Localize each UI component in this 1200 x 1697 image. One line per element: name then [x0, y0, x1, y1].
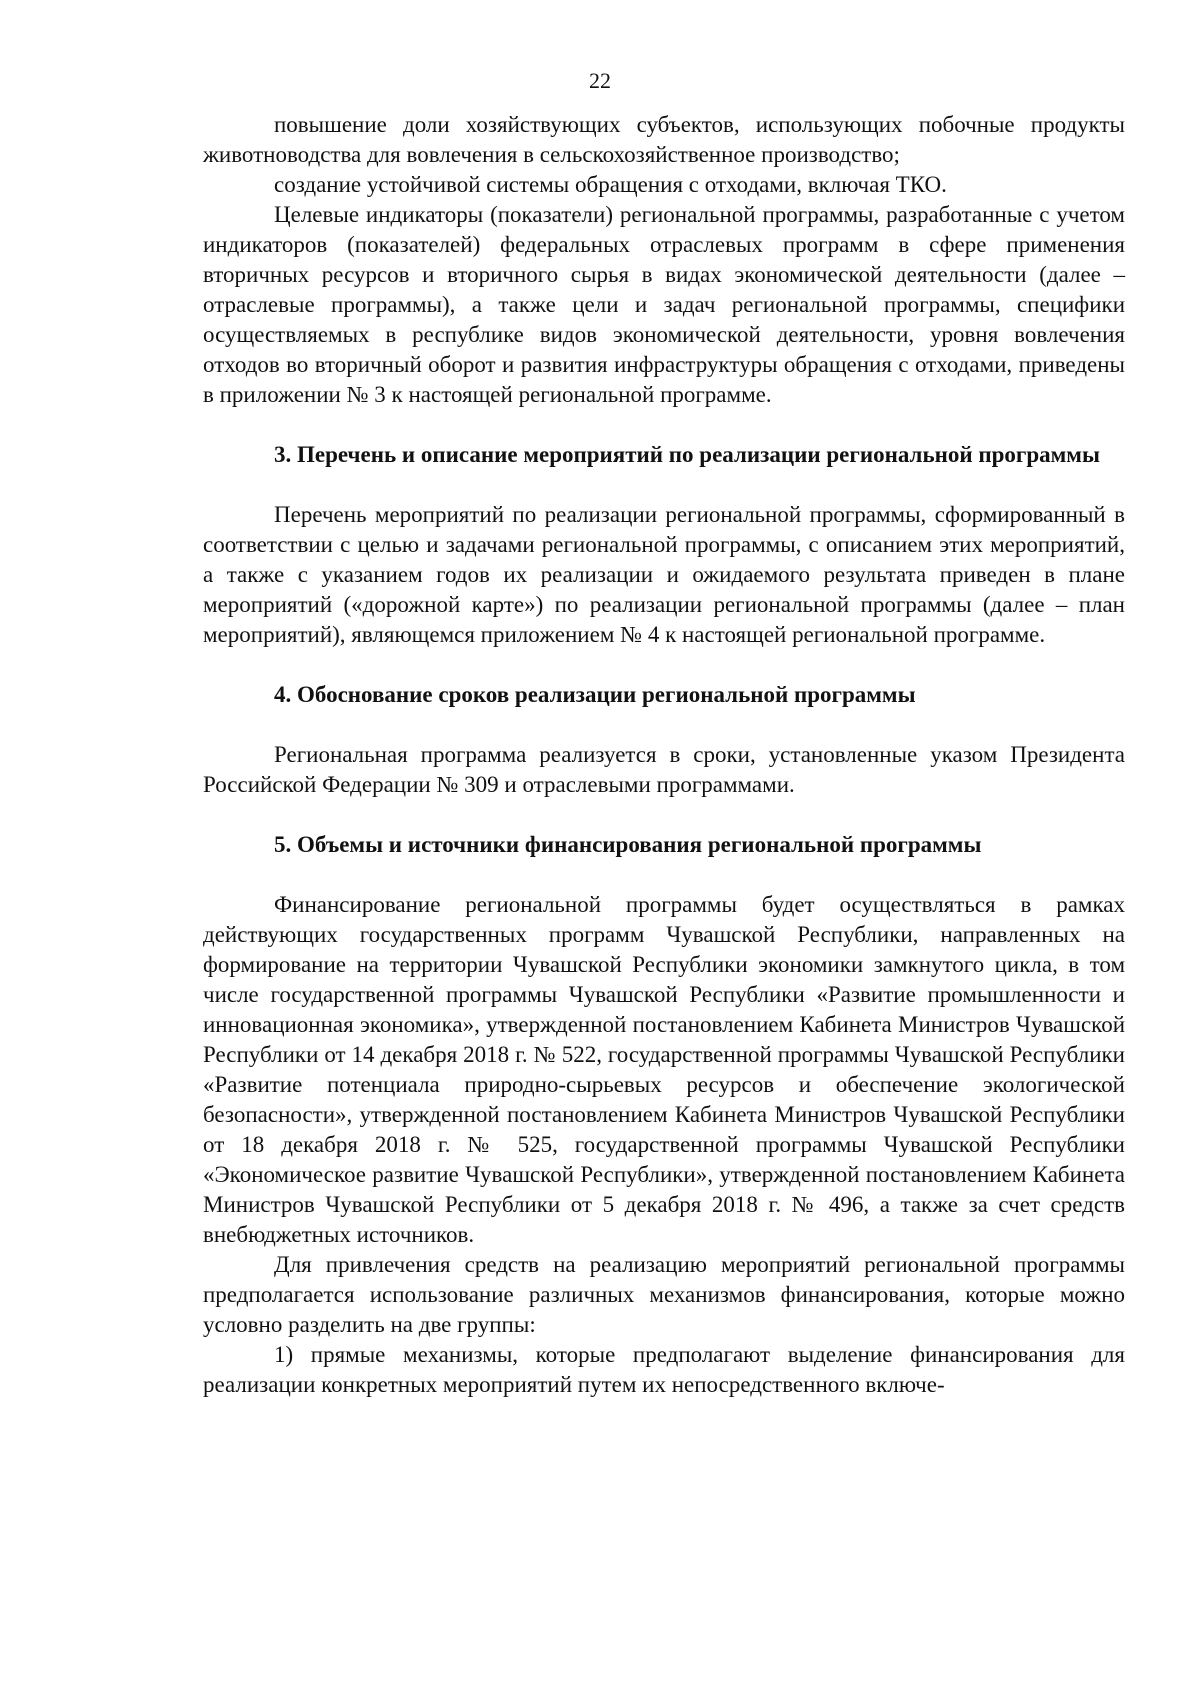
section-5-heading: 5. Объемы и источники финансирования региональной программы: [274, 832, 982, 857]
page-number: 22: [589, 68, 611, 93]
paragraph-byproducts: повышение доли хозяйствующих субъектов, использующих побочные продукты животноводства для вовлечения в сельскохозяйственное производство;: [203, 112, 1125, 167]
section-5-financing-paragraph: Финансирование региональной программы будет осуществляться в рамках действующих государственных программ Чувашской Республики, направленных на формирование на территории Чувашской Республики экономики замкнутого цикла, в том числе государственной программы Чувашской Республики «Развитие промышленности и инновационная экономика», утвержденной постановлением Кабинета Министров Чувашской Республики от 14 декабря 2018 г. № 522, государственной программы Чувашской Республики «Развитие потенциала природно-сырьевых ресурсов и обеспечение экологической безопасности», утвержденной постановлением Кабинета Министров Чувашской Республики от 18 декабря 2018 г. № 525, государственной программы Чувашской Республики «Экономическое развитие Чувашской Республики», утвержденной постановлением Кабинета Министров Чувашской Республики от 5 декабря 2018 г. № 496, а также за счет средств внебюджетных источников.: [203, 892, 1125, 1247]
section-4-heading: 4. Обоснование сроков реализации региональной программы: [274, 682, 916, 707]
document-body: [203, 110, 1125, 1400]
section-5-direct-mechanisms-paragraph: 1) прямые механизмы, которые предполагают выделение финансирования для реализации конкретных мероприятий путем их непосредственного включе-: [203, 1342, 1125, 1397]
section-3-heading: 3. Перечень и описание мероприятий по реализации региональной программы: [274, 442, 1100, 467]
section-4-paragraph: Региональная программа реализуется в сроки, установленные указом Президента Российской Федерации № 309 и отраслевыми программами.: [203, 742, 1125, 797]
section-3-paragraph: Перечень мероприятий по реализации региональной программы, сформированный в соответствии с целью и задачами региональной программы, с описанием этих мероприятий, а также с указанием годов их реализации и ожидаемого результата приведен в плане мероприятий («дорожной карте») по реализации региональной программы (далее – план мероприятий), являющемся приложением № 4 к настоящей региональной программе.: [203, 502, 1125, 647]
paragraph-indicators: Целевые индикаторы (показатели) региональной программы, разработанные с учетом индикаторов (показателей) федеральных отраслевых программ в сфере применения вторичных ресурсов и вторичного сырья в видах экономической деятельности (далее – отраслевые программы), а также цели и задач региональной программы, специфики осуществляемых в республике видов экономической деятельности, уровня вовлечения отходов во вторичный оборот и развития инфраструктуры обращения с отходами, приведены в приложении № 3 к настоящей региональной программе.: [203, 202, 1125, 407]
paragraph-waste-system: создание устойчивой системы обращения с отходами, включая ТКО.: [274, 172, 947, 197]
section-5-mechanisms-paragraph: Для привлечения средств на реализацию мероприятий региональной программы предполагается использование различных механизмов финансирования, которые можно условно разделить на две группы:: [203, 1252, 1125, 1337]
